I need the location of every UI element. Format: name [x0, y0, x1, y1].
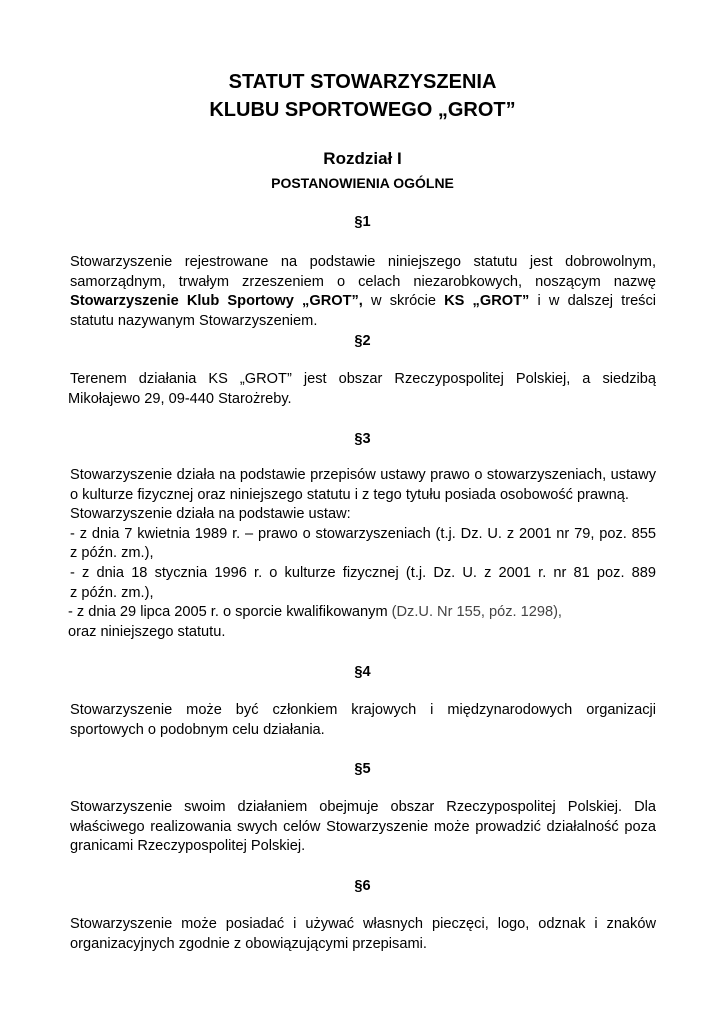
section-3-line: - z dnia 29 lipca 2005 r. o sporcie kwalifikowanym (Dz.U. Nr 155, póz. 1298),	[68, 604, 562, 621]
section-5-line: granicami Rzeczypospolitej Polskiej.	[70, 838, 306, 855]
section-1-line: Stowarzyszenie Klub Sportowy „GROT”, w skrócie KS „GROT” i w dalszej treści	[70, 293, 657, 310]
section-4-paragraph	[70, 701, 656, 740]
section-5-heading: §5	[354, 761, 371, 777]
club-full-name: Stowarzyszenie Klub Sportowy „GROT”,	[70, 293, 363, 310]
section-5-line: właściwego realizowania swych celów Stowarzyszenie może prowadzić działalność poza	[70, 818, 656, 835]
section-1-line: statutu nazywanym Stowarzyszeniem.	[70, 312, 318, 329]
section-4-line: sportowych o podobnym celu działania.	[70, 721, 325, 738]
section-3-line: oraz niniejszego statutu.	[68, 623, 226, 640]
section-6-heading: §6	[354, 878, 371, 894]
document-title-line2: KLUBU SPORTOWEGO „GROT”	[209, 99, 516, 121]
section-3-line: z późn. zm.),	[70, 545, 154, 562]
section-6-line: organizacyjnych zgodnie z obowiązującymi przepisami.	[70, 935, 427, 952]
section-3-line: Stowarzyszenie działa na podstawie przepisów ustawy prawo o stowarzyszeniach, ustawy	[70, 467, 656, 483]
document-title-line1: STATUT STOWARZYSZENIA	[228, 71, 497, 93]
section-5-paragraph	[70, 798, 656, 857]
chapter-title: POSTANOWIENIA OGÓLNE	[271, 175, 454, 191]
section-4-line: Stowarzyszenie może być członkiem krajowych i międzynarodowych organizacji	[70, 702, 656, 718]
club-short-name: KS „GROT”	[444, 293, 530, 310]
section-3-line: - z dnia 7 kwietnia 1989 r. – prawo o stowarzyszeniach (t.j. Dz. U. z 2001 nr 79, poz. 855	[70, 525, 656, 542]
section-2-paragraph	[70, 370, 656, 409]
section-1-paragraph	[70, 253, 656, 331]
section-1-line: Stowarzyszenie rejestrowane na podstawie niniejszego statutu jest dobrowolnym,	[70, 254, 656, 270]
law-citation: (Dz.U. Nr 155, póz. 1298),	[391, 604, 562, 621]
section-3-line: - z dnia 18 stycznia 1996 r. o kulturze fizycznej (t.j. Dz. U. z 2001 r. nr 81 poz. 889	[70, 564, 656, 581]
section-2-line: Terenem działania KS „GROT” jest obszar Rzeczypospolitej Polskiej, a siedzibą	[70, 371, 656, 387]
section-6-line: Stowarzyszenie może posiadać i używać własnych pieczęci, logo, odznak i znaków	[70, 916, 656, 932]
chapter-heading: Rozdział I	[323, 149, 402, 168]
section-1-heading: §1	[354, 214, 371, 230]
section-2-line: Mikołajewo 29, 09-440 Starożreby.	[68, 390, 292, 407]
section-5-line: Stowarzyszenie swoim działaniem obejmuje obszar Rzeczypospolitej Polskiej. Dla	[70, 799, 656, 815]
section-2-heading: §2	[354, 333, 371, 349]
section-3-paragraph	[70, 466, 656, 642]
section-3-line: z późn. zm.),	[70, 584, 154, 601]
section-6-paragraph	[70, 915, 656, 954]
section-3-line: o kulturze fizycznej oraz niniejszego statutu i z tego tytułu posiada osobowość prawną.	[70, 486, 629, 503]
section-3-heading: §3	[354, 431, 371, 447]
section-1-line: samorządnym, trwałym zrzeszeniem o celach niezarobkowych, noszącym nazwę	[70, 273, 656, 290]
section-4-heading: §4	[354, 664, 371, 680]
section-3-line: Stowarzyszenie działa na podstawie ustaw:	[70, 506, 351, 523]
